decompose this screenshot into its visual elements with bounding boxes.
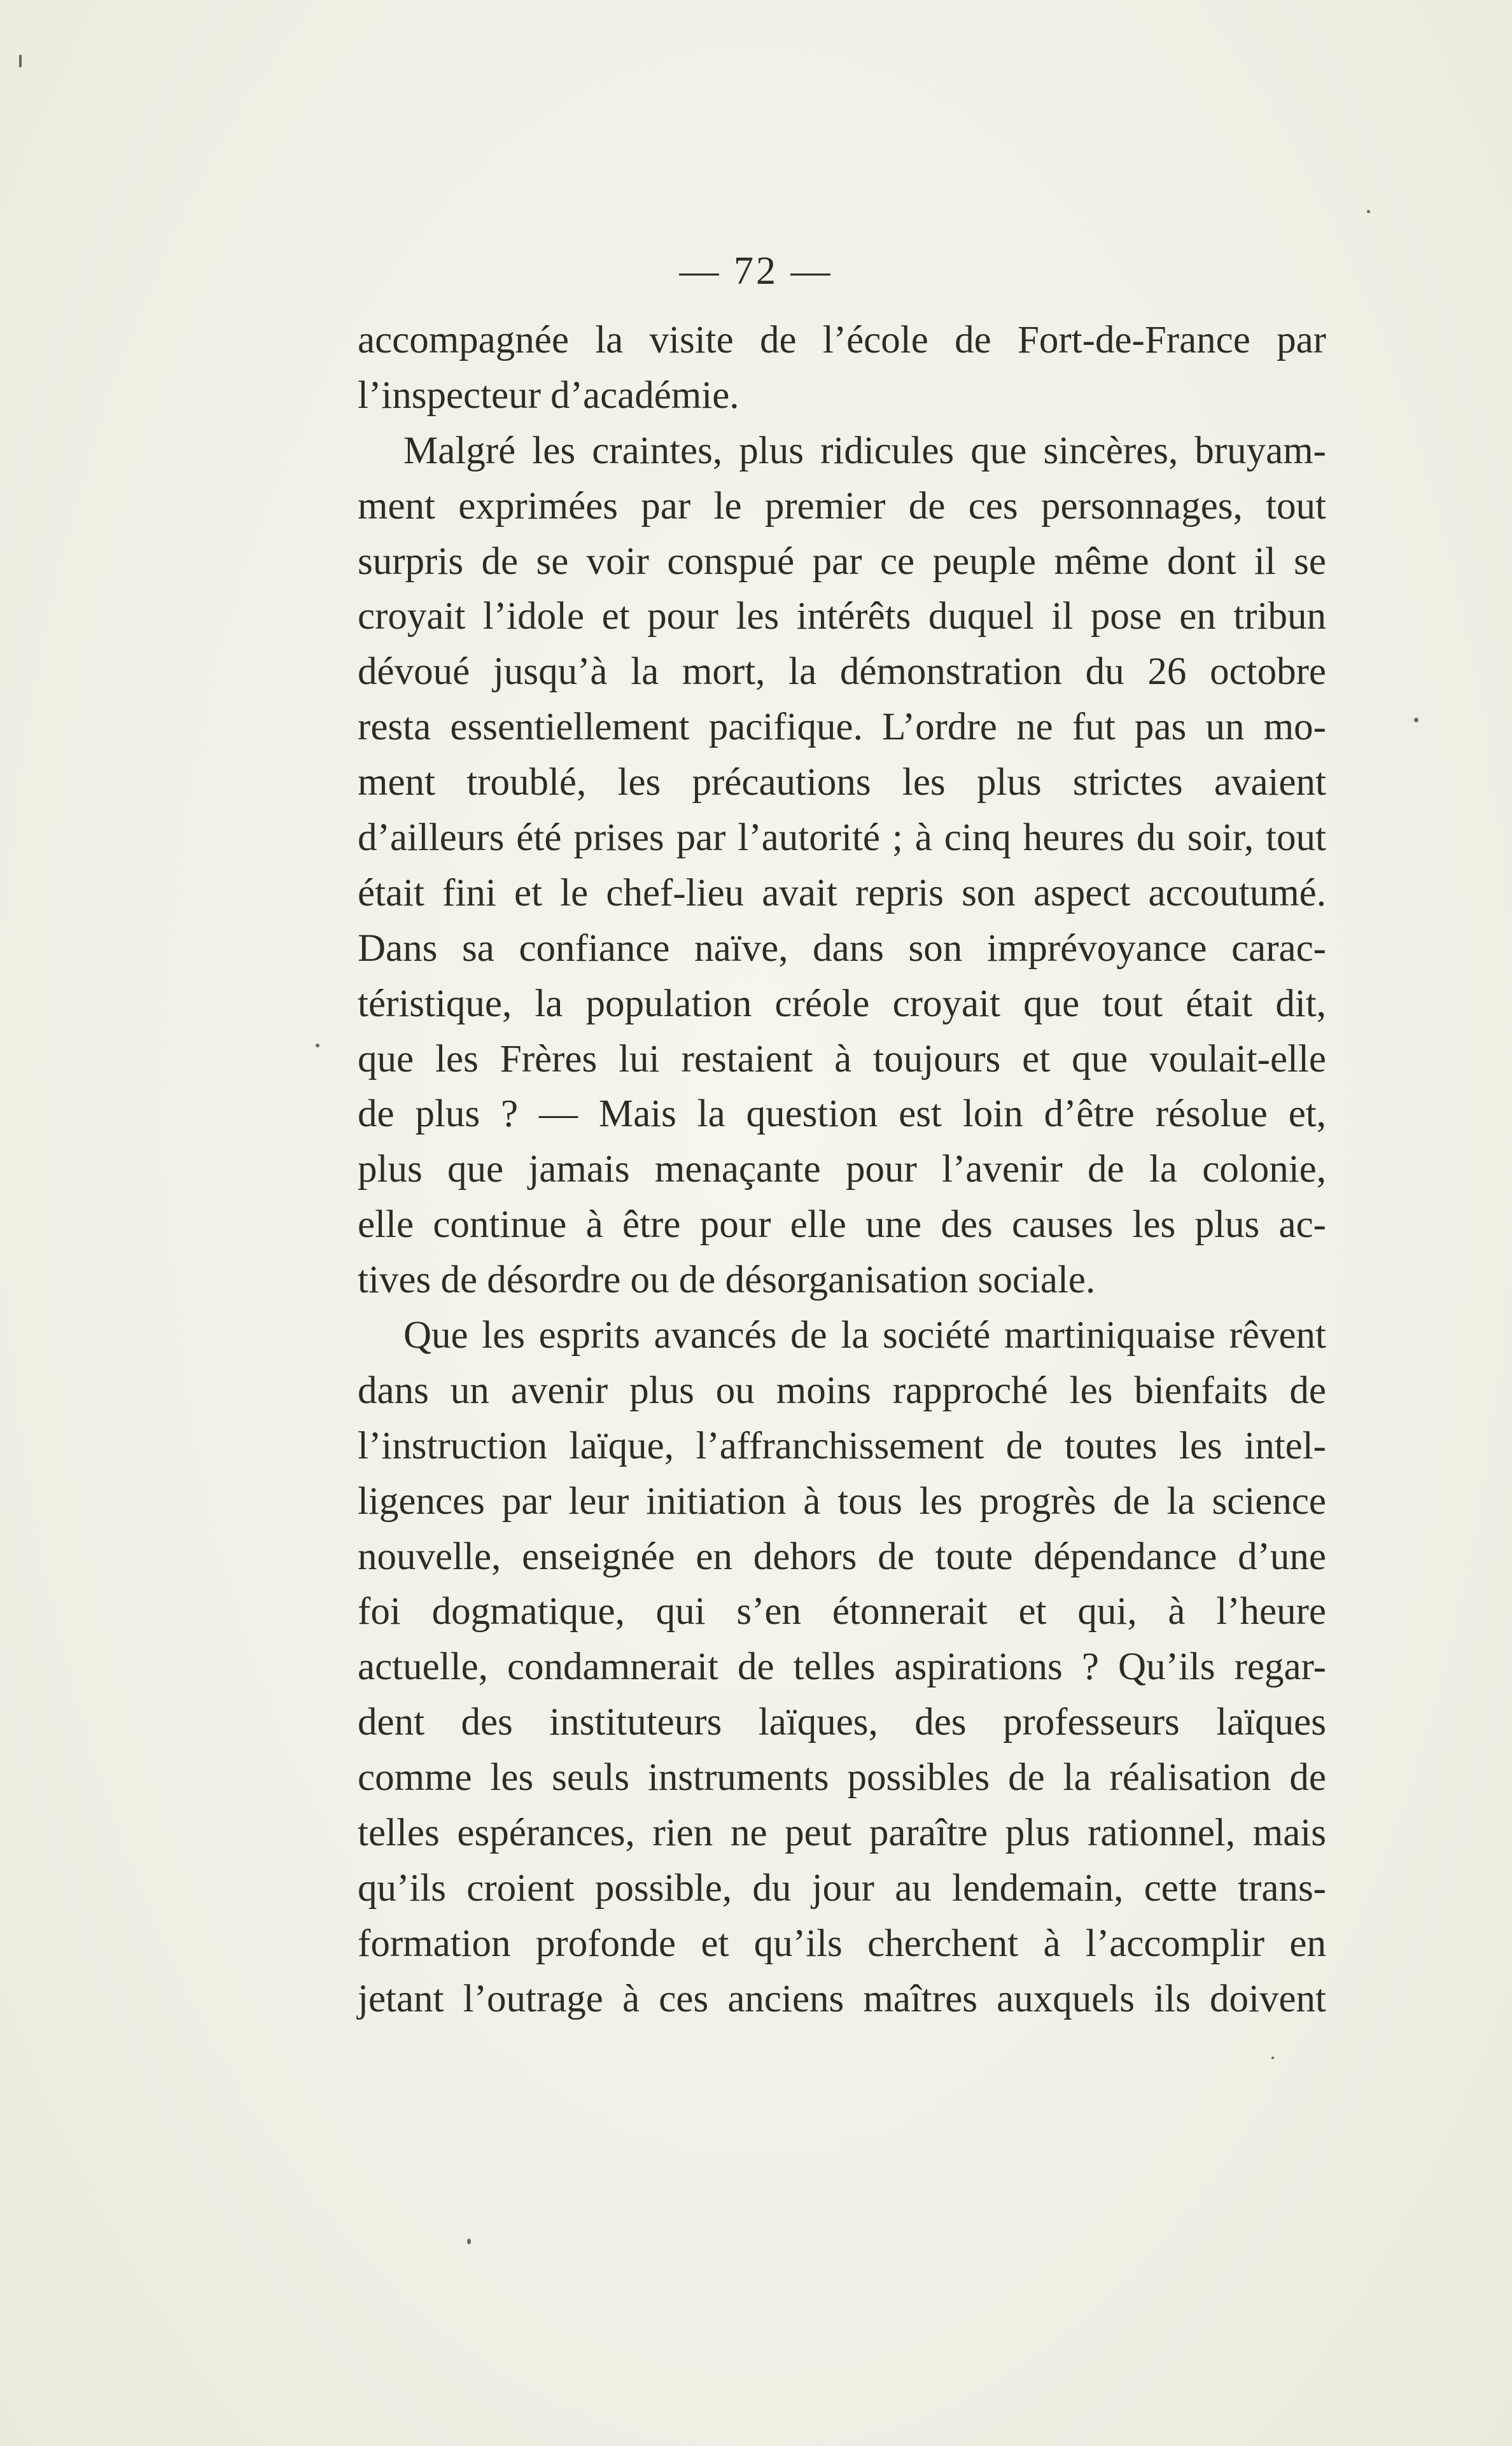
text-line: l’inspecteur d’académie. [358, 374, 739, 417]
text-line: nouvelle, enseignée en dehors de toute dépendance d’une [358, 1535, 1326, 1578]
text-line: plus que jamais menaçante pour l’avenir de la colonie, [358, 1148, 1326, 1191]
text-line: dévoué jusqu’à la mort, la démonstration du 26 octobre [358, 650, 1326, 694]
text-line: resta essentiellement pacifique. L’ordre ne fut pas un mo- [358, 706, 1326, 749]
text-line: surpris de se voir conspué par ce peuple même dont il se [358, 540, 1326, 583]
paper-speck [19, 55, 22, 67]
page-number: — 72 — [679, 249, 833, 293]
text-line: dans un avenir plus ou moins rapproché les bienfaits de [358, 1369, 1326, 1412]
text-line: téristique, la population créole croyait que tout était dit, [358, 982, 1326, 1025]
text-line: l’instruction laïque, l’affranchissement de toutes les intel- [358, 1424, 1326, 1467]
text-line: qu’ils croient possible, du jour au lendemain, cette trans- [358, 1866, 1326, 1910]
text-line: ligences par leur initiation à tous les progrès de la science [358, 1479, 1326, 1523]
paper-speck [1367, 210, 1370, 213]
text-line: ment exprimées par le premier de ces personnages, tout [358, 484, 1326, 528]
text-line: tives de désordre ou de désorganisation sociale. [358, 1259, 1096, 1302]
text-line: de plus ? — Mais la question est loin d’être résolue et, [358, 1093, 1326, 1136]
text-line: dent des instituteurs laïques, des professeurs laïques [358, 1701, 1326, 1744]
text-line: Que les esprits avancés de la société martiniquaise rêvent [403, 1314, 1326, 1357]
text-line: elle continue à être pour elle une des causes les plus ac- [358, 1203, 1326, 1247]
paper-speck [316, 1044, 319, 1047]
paper-speck [467, 2239, 471, 2244]
text-line: Dans sa confiance naïve, dans son imprévoyance carac- [358, 926, 1326, 970]
text-line: ment troublé, les précautions les plus strictes avaient [358, 761, 1326, 804]
text-line: était fini et le chef-lieu avait repris son aspect accoutumé. [358, 871, 1326, 914]
text-line: croyait l’idole et pour les intérêts duquel il pose en tribun [358, 595, 1326, 638]
text-line: formation profonde et qu’ils cherchent à l’accomplir en [358, 1922, 1326, 1965]
text-line: comme les seuls instruments possibles de la réalisation de [358, 1756, 1326, 1800]
text-line: telles espérances, rien ne peut paraître plus rationnel, mais [358, 1812, 1326, 1855]
body-text [358, 313, 1326, 2027]
text-line: jetant l’outrage à ces anciens maîtres auxquels ils doivent [358, 1977, 1326, 2020]
text-line: d’ailleurs été prises par l’autorité ; à cinq heures du soir, tout [358, 816, 1326, 860]
text-line: foi dogmatique, qui s’en étonnerait et qui, à l’heure [358, 1590, 1326, 1633]
paper-speck [1414, 718, 1418, 722]
text-line: actuelle, condamnerait de telles aspirations ? Qu’ils regar- [358, 1646, 1326, 1689]
text-line: Malgré les craintes, plus ridicules que sincères, bruyam- [403, 429, 1326, 472]
text-line: accompagnée la visite de l’école de Fort-de-France par [358, 319, 1326, 361]
text-line: que les Frères lui restaient à toujours et que voulait-elle [358, 1037, 1326, 1080]
paper-speck [1271, 2057, 1274, 2059]
